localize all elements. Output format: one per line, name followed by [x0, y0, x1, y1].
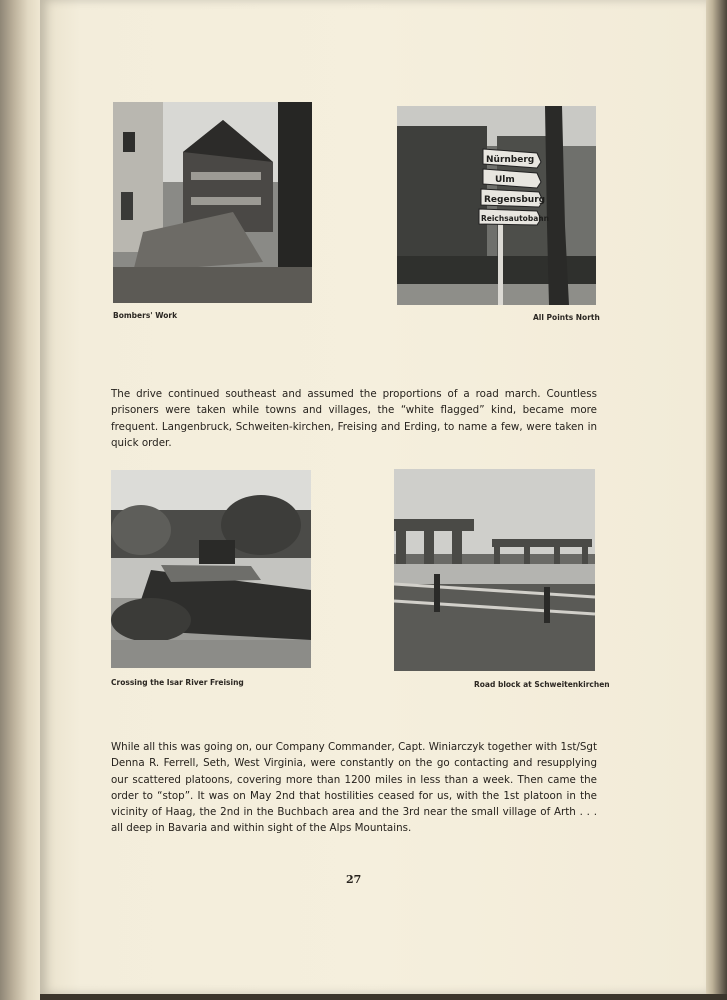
body-paragraph-2: While all this was going on, our Company Commander, Capt. Winiarczyk together with 1st/Sgt Denna R. Ferrell, Seth, West Virginia, were constantly on the go contacting and resupplying our scattered platoons, covering more than 1200 miles in less than a week. Then came the order to “stop”. It was on May 2nd that hostilities ceased for us, with the 1st platoon in the vicinity of Haag, the 2nd in the Buchbach area and the 3rd near the small village of Arth . . . all deep in Bavaria and within sight of the Alps Mountains. — [111, 741, 597, 835]
caption-crossing-isar-river: Crossing the Isar River Freising — [111, 678, 244, 687]
sign-regensburg: Regensburg — [484, 195, 546, 205]
caption-bombers-work: Bombers' Work — [113, 311, 178, 320]
page-edge-bottom — [40, 994, 727, 1000]
photo-road-block — [394, 469, 595, 671]
photo-bombers-work — [113, 102, 312, 303]
body-paragraph-1: The drive continued southeast and assumed the proportions of a road march. Countless prisoners were taken while towns and villages, the “white flagged” kind, became more frequent. Langenbruck, Schweiten-kirchen, Freising and Erding, to name a few, were taken in quick order. — [111, 388, 597, 449]
sign-reichsautobahn: Reichsautobahn — [481, 214, 549, 223]
book-spine-shadow — [0, 0, 40, 1000]
page-edge-right — [706, 0, 727, 1000]
photo-all-points-north — [397, 106, 596, 305]
photo-crossing-isar-river — [111, 470, 311, 668]
sign-ulm: Ulm — [495, 175, 515, 185]
caption-road-block: Road block at Schweitenkirchen — [474, 680, 610, 689]
sign-nurnberg: Nürnberg — [486, 155, 535, 165]
page-number: 27 — [346, 873, 362, 886]
caption-all-points-north: All Points North — [533, 313, 600, 322]
